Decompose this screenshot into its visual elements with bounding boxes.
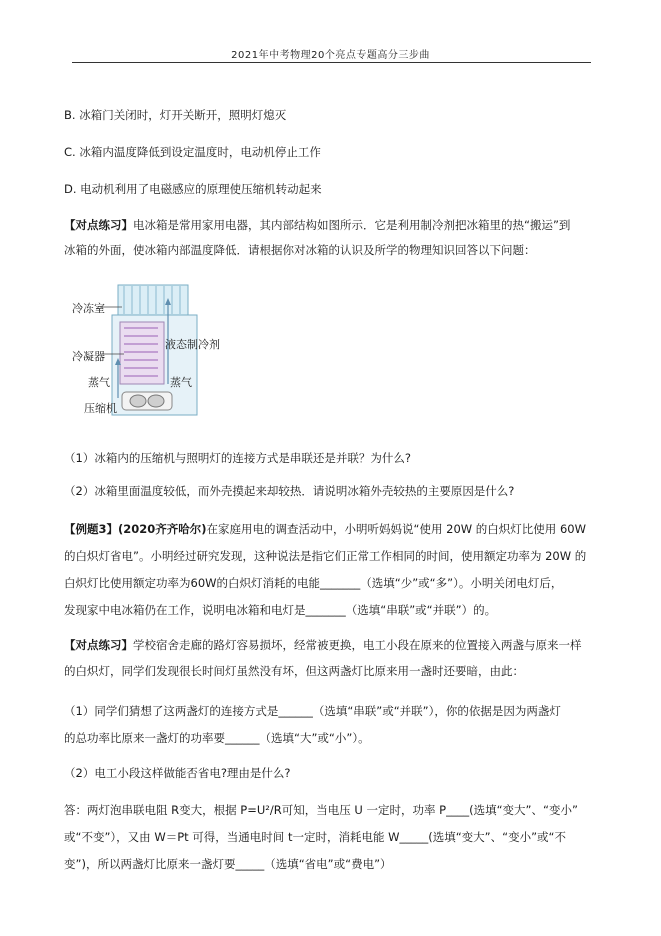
answer-line3: 变”)，所以两盏灯比原来一盏灯要_____（选填“省电”或“费电”）: [64, 857, 392, 871]
practice2-line2: 的白炽灯，同学们发现很长时间灯虽然没有坏，但这两盏灯比原来用一盏时还要暗，由此：: [64, 664, 524, 678]
example3-line2: 的白炽灯省电”。小明经过研究发现，这种说法是指它们正常工作相同的时间，使用额定功率为 20W 的: [64, 549, 587, 563]
practice2-q1-line1: （1）同学们猜想了这两盏灯的连接方式是______（选填“串联”或“并联”），你的依据是因为两盏灯: [64, 704, 561, 718]
option-c: C. 冰箱内温度降低到设定温度时，电动机停止工作: [64, 145, 321, 159]
practice1-line1: [64, 218, 570, 232]
label-vapor-left: 蒸气: [88, 376, 110, 389]
label-condenser: 冷凝器: [72, 350, 105, 363]
practice2-q2: （2）电工小段这样做能否省电?理由是什么?: [64, 766, 291, 780]
header-divider: [72, 62, 591, 63]
refrigerator-figure: [60, 280, 250, 425]
practice1-line2: 冰箱的外面，使冰箱内部温度降低．请根据你对冰箱的认识及所学的物理知识回答以下问题：: [64, 243, 536, 257]
practice1-tag: 【对点练习】: [64, 218, 133, 232]
example3-text1: 在家庭用电的调查活动中，小明听妈妈说“使用 20W 的白炽灯比使用 60W: [206, 522, 586, 536]
label-refrigerant: 液态制冷剂: [165, 338, 220, 351]
page-header: 2021年中考物理20个亮点专题高分三步曲: [231, 50, 430, 61]
practice2-line1: [64, 638, 582, 652]
practice2-q1-line2: 的总功率比原来一盏灯的功率要______（选填“大”或“小”）。: [64, 731, 370, 745]
practice1-q1: （1）冰箱内的压缩机与照明灯的连接方式是串联还是并联？为什么?: [64, 451, 411, 465]
example3-line1: [64, 522, 586, 536]
label-freezer: 冷冻室: [72, 302, 105, 315]
example3-tag: 【例题3】(2020齐齐哈尔): [64, 522, 207, 536]
example3-line3: 白炽灯比使用额定功率为60W的白炽灯消耗的电能_______（选填“少”或“多”）。小明关闭电灯后，: [64, 576, 563, 590]
option-b: B. 冰箱门关闭时，灯开关断开，照明灯熄灭: [64, 108, 287, 122]
practice2-text1: 学校宿舍走廊的路灯容易损坏，经常被更换，电工小段在原来的位置接入两盏与原来一样: [133, 638, 582, 652]
answer-line2: 或“不变”），又由 W＝Pt 可得，当通电时间 t一定时，消耗电能 W_____(选填“变大”、“变小”或“不: [64, 830, 567, 844]
practice2-tag: 【对点练习】: [64, 638, 133, 652]
practice1-q2: （2）冰箱里面温度较低，而外壳摸起来却较热．请说明冰箱外壳较热的主要原因是什么?: [64, 484, 515, 498]
practice1-text1: 电冰箱是常用家用电器，其内部结构如图所示．它是利用制冷剂把冰箱里的热“搬运”到: [133, 218, 571, 232]
label-compressor: 压缩机: [84, 402, 117, 415]
example3-line4: 发现家中电冰箱仍在工作，说明电冰箱和电灯是_______（选填“串联”或“并联”）的。: [64, 603, 497, 617]
answer-line1: 答：两灯泡串联电阻 R变大，根据 P=U²/R可知，当电压 U 一定时，功率 P____(选填“变大”、“变小”: [64, 803, 578, 817]
option-d: D. 电动机利用了电磁感应的原理使压缩机转动起来: [64, 182, 322, 196]
label-vapor-right: 蒸气: [170, 376, 192, 389]
